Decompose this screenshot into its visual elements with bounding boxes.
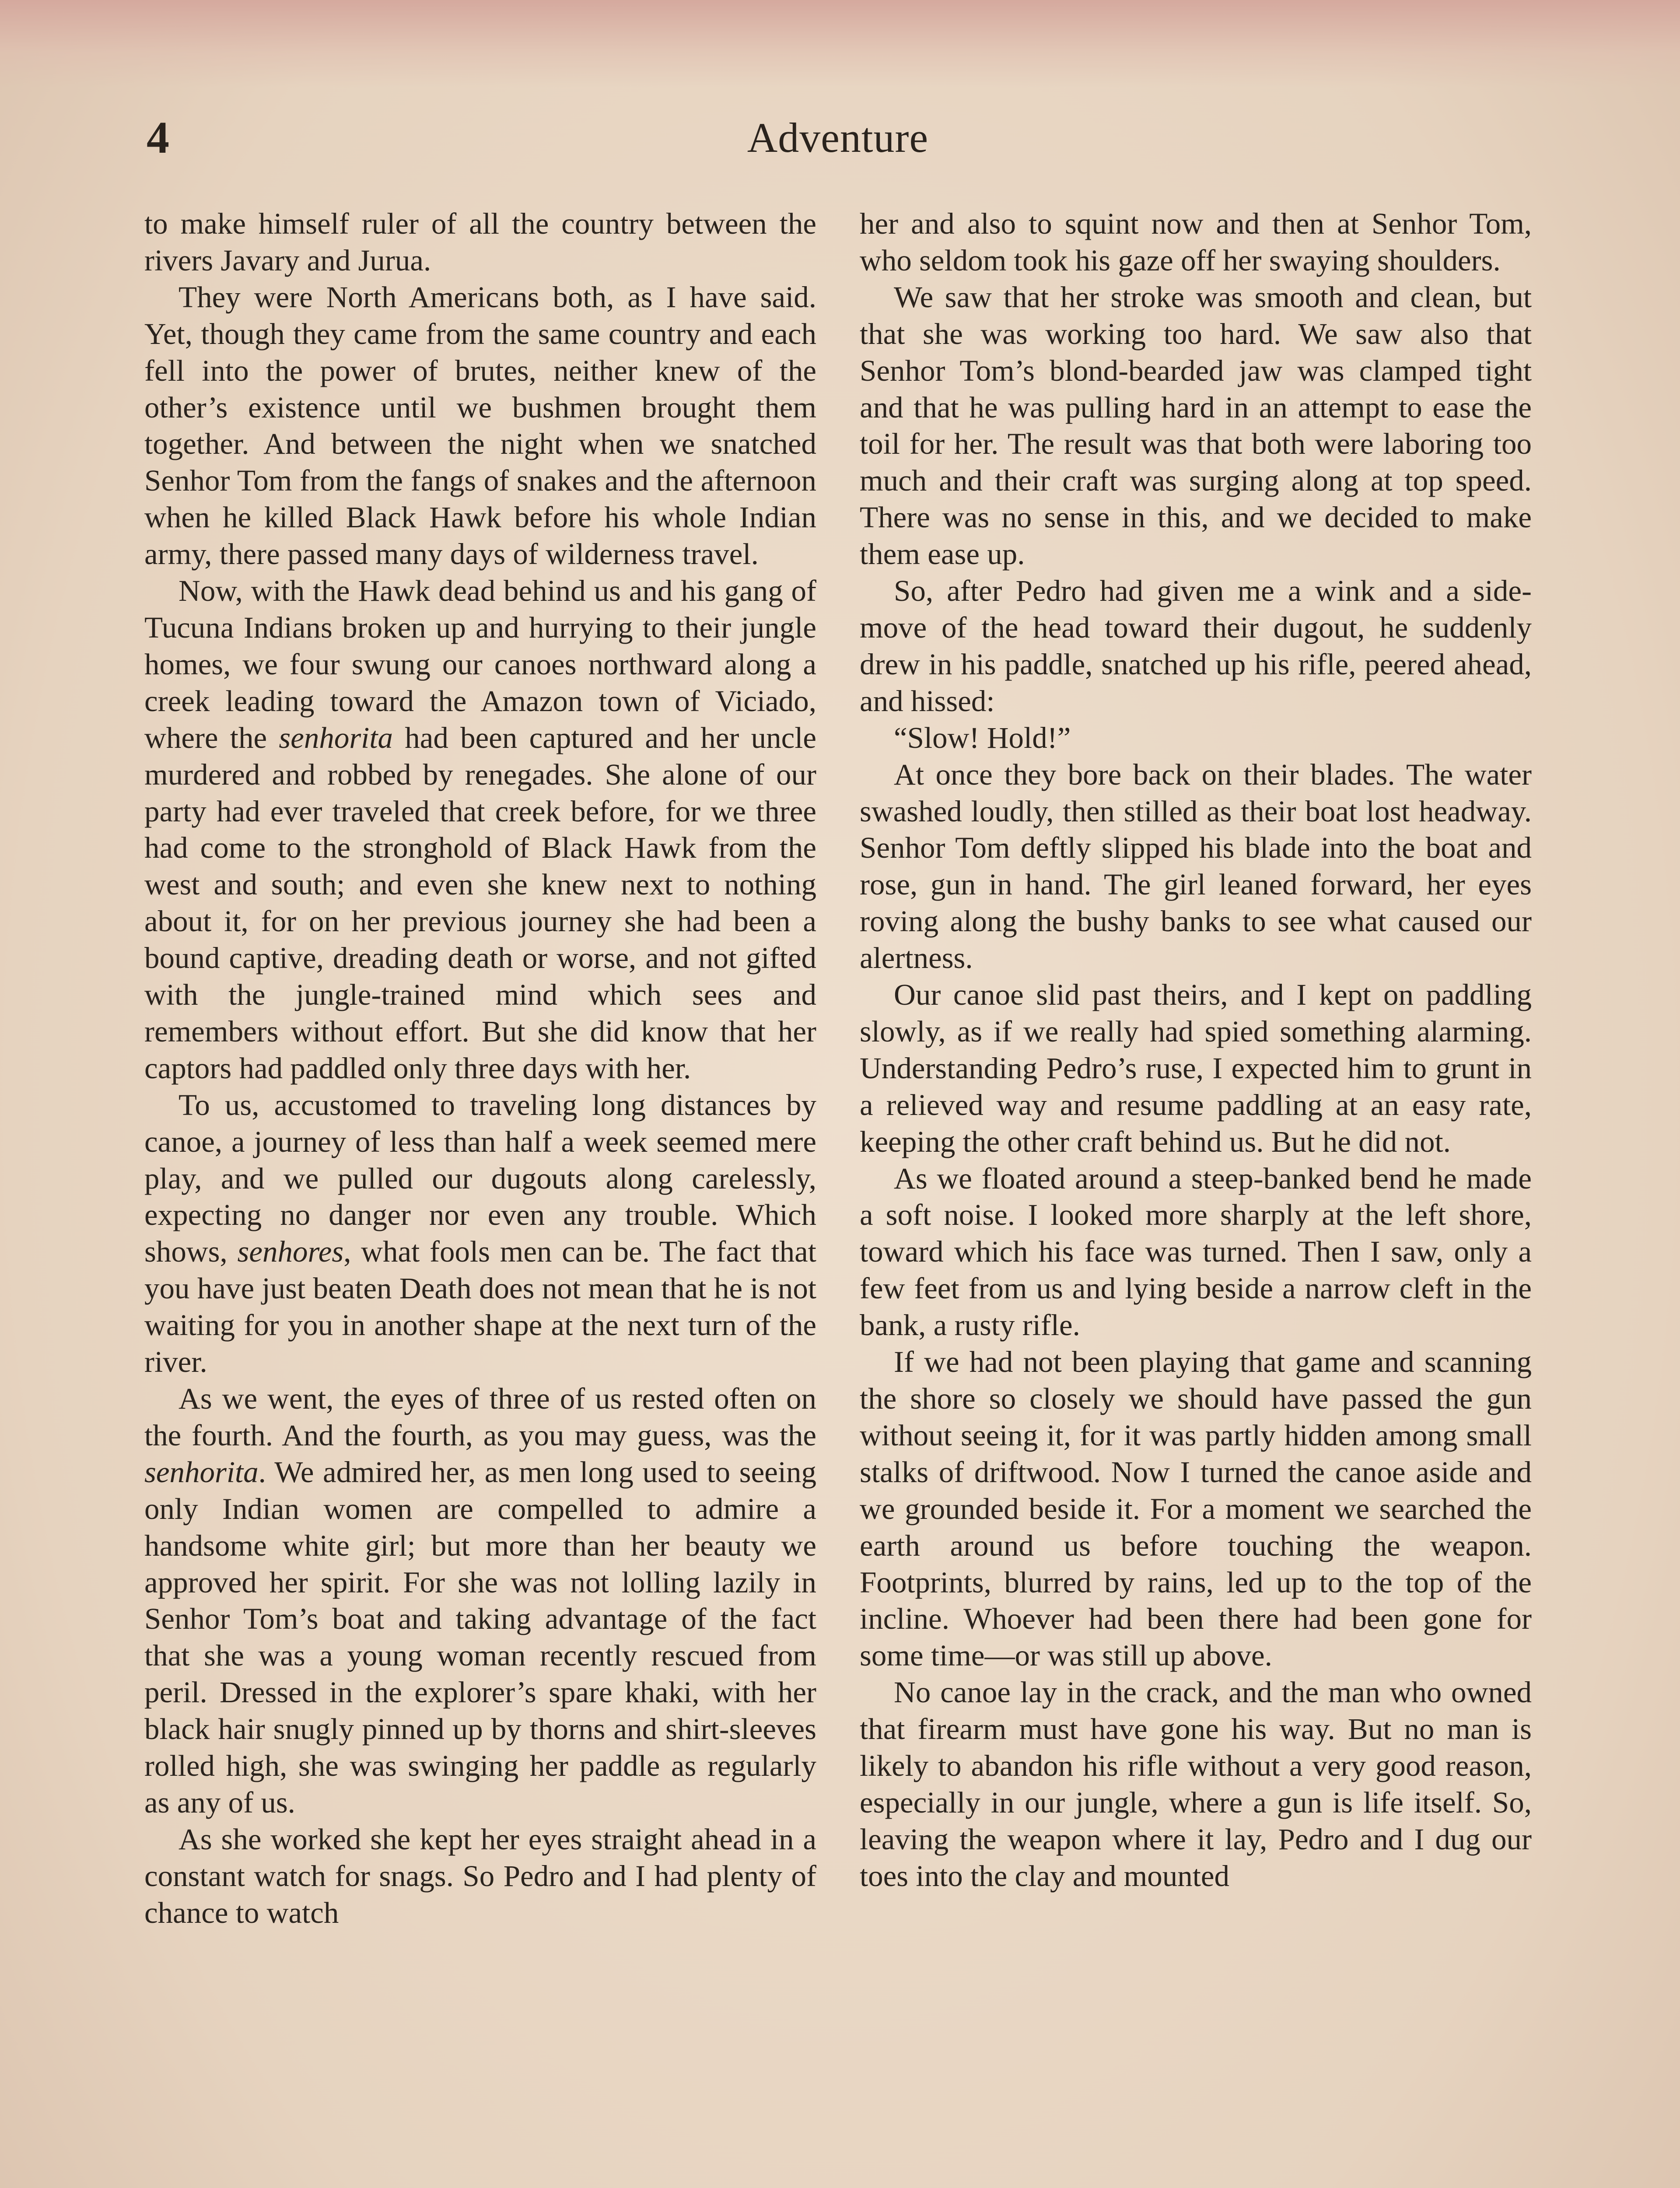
text-run: They were North Americans both, as I have said. Yet, though they came from the same country and each fell into the power of brutes, neither knew of the other’s existence until we bushmen brought them together. And between the night when we snatched Senhor Tom from the fangs of snakes and the afternoon when he killed Black Hawk before his whole Indian army, there passed many days of wilderness travel. [144,280,816,571]
paragraph [860,206,1532,279]
text-run: As she worked she kept her eyes straight ahead in a constant watch for snags. So Pedro and I had plenty of chance to watch [144,1822,816,1929]
paragraph [144,1381,816,1821]
text-run: Our canoe slid past theirs, and I kept on paddling slowly, as if we really had spied something alarming. Understanding Pedro’s ruse, I expected him to grunt in a relieved way and resume paddling at an easy rate, keeping the other craft behind us. But he did not. [860,978,1532,1158]
text-run: to make himself ruler of all the country between the rivers Javary and Jurua. [144,207,816,277]
text-run: had been captured and her uncle murdered and robbed by renegades. She alone of our party had ever traveled that creek before, for we three had come to the stronghold of Black Hawk from the west and south; and even she knew next to nothing about it, for on her previous journey she had been a bound captive, dreading death or worse, and not gifted with the jungle-trained mind which sees and remembers without effort. But she did know that her captors had paddled only three days with her. [144,721,816,1085]
paragraph [860,1344,1532,1674]
left-column [144,206,816,1932]
paragraph [860,279,1532,573]
page-header [147,107,1529,168]
text-run: “Slow! Hold!” [894,721,1071,754]
paragraph [860,1674,1532,1894]
text-run: If we had not been playing that game and scanning the shore so closely we should have passed the gun without seeing it, for it was partly hidden among small stalks of driftwood. Now I turned the canoe aside and we grounded beside it. For a moment we searched the earth around us before touching the weapon. Footprints, blurred by rains, led up to the top of the incline. Whoever had been there had been gone for some time—or was still up above. [860,1345,1532,1673]
paragraph [144,573,816,1087]
text-run: We saw that her stroke was smooth and clean, but that she was working too hard. We saw also that Senhor Tom’s blond-bearded jaw was clamped tight and that he was pulling hard in an attempt to ease the toil for her. The result was that both were laboring too much and their craft was surging along at top speed. There was no sense in this, and we decided to make them ease up. [860,280,1532,571]
paragraph [144,1821,816,1932]
right-column [860,206,1532,1895]
text-run: As we went, the eyes of three of us rested often on the fourth. And the fourth, as you may guess, was the [144,1382,816,1452]
text-run: Now, with the Hawk dead behind us and his gang of Tucuna Indians broken up and hurrying to their jungle homes, we four swung our canoes northward along a creek leading toward the Amazon town of Viciado, where the [144,574,816,754]
paragraph [860,720,1532,757]
paragraph [860,757,1532,977]
text-run: As we floated around a steep-banked bend he made a soft noise. I looked more sharply at the left shore, toward which his face was turned. Then I saw, only a few feet from us and lying beside a narrow cleft in the bank, a rusty rifle. [860,1161,1532,1342]
text-run: At once they bore back on their blades. The water swashed loudly, then stilled as their boat lost headway. Senhor Tom deftly slipped his blade into the boat and rose, gun in hand. The girl leaned forward, her eyes roving along the bushy banks to see what caused our alertness. [860,757,1532,975]
running-head: Adventure [747,114,929,161]
page-number: 4 [147,112,169,163]
paragraph [860,573,1532,720]
page-stain [0,0,1680,88]
text-run: So, after Pedro had given me a wink and a side-move of the head toward their dugout, he suddenly drew in his paddle, snatched up his rifle, peered ahead, and hissed: [860,574,1532,718]
italic-text: senhores [237,1235,344,1269]
paragraph [144,279,816,573]
text-run: . We admired her, as men long used to seeing only Indian women are compelled to admire a handsome white girl; but more than her beauty we approved her spirit. For she was not lolling lazily in Senhor Tom’s boat and taking advantage of the fact that she was a young woman recently rescued from peril. Dressed in the explorer’s spare khaki, with her black hair snugly pinned up by thorns and shirt-sleeves rolled high, she was swinging her paddle as regularly as any of us. [144,1455,816,1819]
paragraph [144,1087,816,1381]
paragraph [860,977,1532,1161]
text-run: her and also to squint now and then at Senhor Tom, who seldom took his gaze off her swaying shoulders. [860,207,1532,277]
paragraph [144,206,816,279]
italic-text: senhorita [279,721,393,754]
paragraph [860,1161,1532,1344]
text-run: No canoe lay in the crack, and the man who owned that firearm must have gone his way. But no man is likely to abandon his rifle without a very good reason, especially in our jungle, where a gun is life itself. So, leaving the weapon where it lay, Pedro and I dug our toes into the clay and mounted [860,1676,1532,1893]
italic-text: senhorita [144,1455,259,1489]
text-run: To us, accustomed to traveling long distances by canoe, a journey of less than half a week seemed mere play, and we pulled our dugouts along carelessly, expecting no danger nor even any trouble. Which shows, [144,1088,816,1269]
text-run: , what fools men can be. The fact that you have just beaten Death does not mean that he is not waiting for you in another shape at the next turn of the river. [144,1235,816,1379]
